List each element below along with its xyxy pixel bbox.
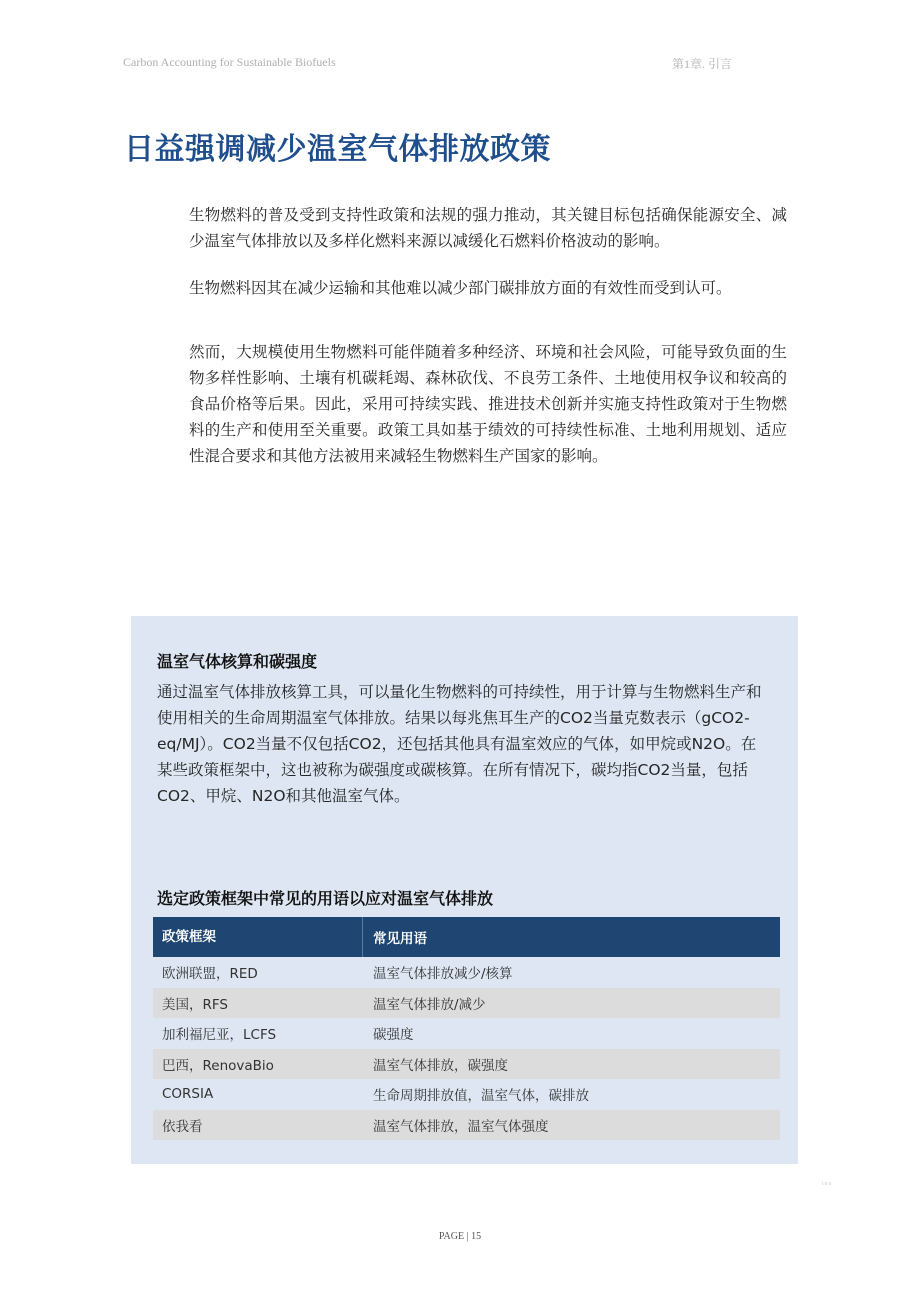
terms-table — [153, 917, 780, 1140]
paragraph-3: 然而，大规模使用生物燃料可能伴随着多种经济、环境和社会风险，可能导致负面的生物多样性影响、土壤有机碳耗竭、森林砍伐、不良劳工条件、土地使用权争议和较高的食品价格等后果。因此，采用可持续实践、推进技术创新并实施支持性政策对于生物燃料的生产和使用至关重要。政策工具如基于绩效的可持续性标准、土地利用规划、适应性混合要求和其他方法被用来减轻生物燃料生产国家的影响。 — [189, 343, 787, 465]
cell-terms: 生命周期排放值，温室气体，碳排放 — [373, 1088, 589, 1105]
info-box-title: 温室气体核算和碳强度 — [157, 652, 318, 671]
iea-logo: iea — [822, 1181, 832, 1187]
cell-terms: 温室气体排放，碳强度 — [373, 1057, 508, 1074]
cell-terms: 温室气体排放减少/核算 — [373, 966, 513, 983]
table-row — [153, 988, 780, 1019]
cell-terms: 碳强度 — [373, 1027, 414, 1044]
cell-framework: 欧洲联盟，RED — [162, 966, 258, 983]
table-header — [153, 917, 780, 957]
table-title: 选定政策框架中常见的用语以应对温室气体排放 — [157, 889, 494, 908]
cell-framework: 依我看 — [162, 1118, 203, 1135]
cell-terms: 温室气体排放/减少 — [373, 996, 486, 1013]
header-common-terms: 常见用语 — [373, 931, 427, 947]
table-row — [153, 1110, 780, 1141]
page-title: 日益强调减少温室气体排放政策 — [124, 132, 551, 167]
cell-terms: 温室气体排放，温室气体强度 — [373, 1118, 549, 1135]
cell-framework: 美国，RFS — [162, 996, 228, 1013]
cell-framework: 巴西，RenovaBio — [162, 1057, 274, 1074]
info-box-body: 通过温室气体排放核算工具，可以量化生物燃料的可持续性，用于计算与生物燃料生产和使用相关的生命周期温室气体排放。结果以每兆焦耳生产的CO2当量克数表示（gCO2-eq/MJ）。CO2当量不仅包括CO2，还包括其他具有温室效应的气体，如甲烷或N2O。在某些政策框架中，这也被称为碳强度或碳核算。在所有情况下，碳均指CO2当量，包括CO2、甲烷、N2O和其他温室气体。 — [157, 683, 762, 805]
table-row — [153, 1018, 780, 1049]
cell-framework: CORSIA — [162, 1086, 214, 1103]
page-number: PAGE | 15 — [438, 1231, 482, 1242]
table-row — [153, 1049, 780, 1080]
paragraph-2: 生物燃料因其在减少运输和其他难以减少部门碳排放方面的有效性而受到认可。 — [189, 279, 732, 297]
running-header-chapter: 第1章. 引言 — [672, 57, 733, 71]
cell-framework: 加利福尼亚，LCFS — [162, 1027, 277, 1044]
info-box — [131, 616, 798, 1164]
running-header-title: Carbon Accounting for Sustainable Biofuels — [123, 55, 336, 69]
table-row — [153, 1079, 780, 1110]
paragraph-1: 生物燃料的普及受到支持性政策和法规的强力推动，其关键目标包括确保能源安全、减少温室气体排放以及多样化燃料来源以减缓化石燃料价格波动的影响。 — [189, 206, 787, 250]
header-policy-framework: 政策框架 — [153, 917, 363, 957]
table-row — [153, 957, 780, 988]
